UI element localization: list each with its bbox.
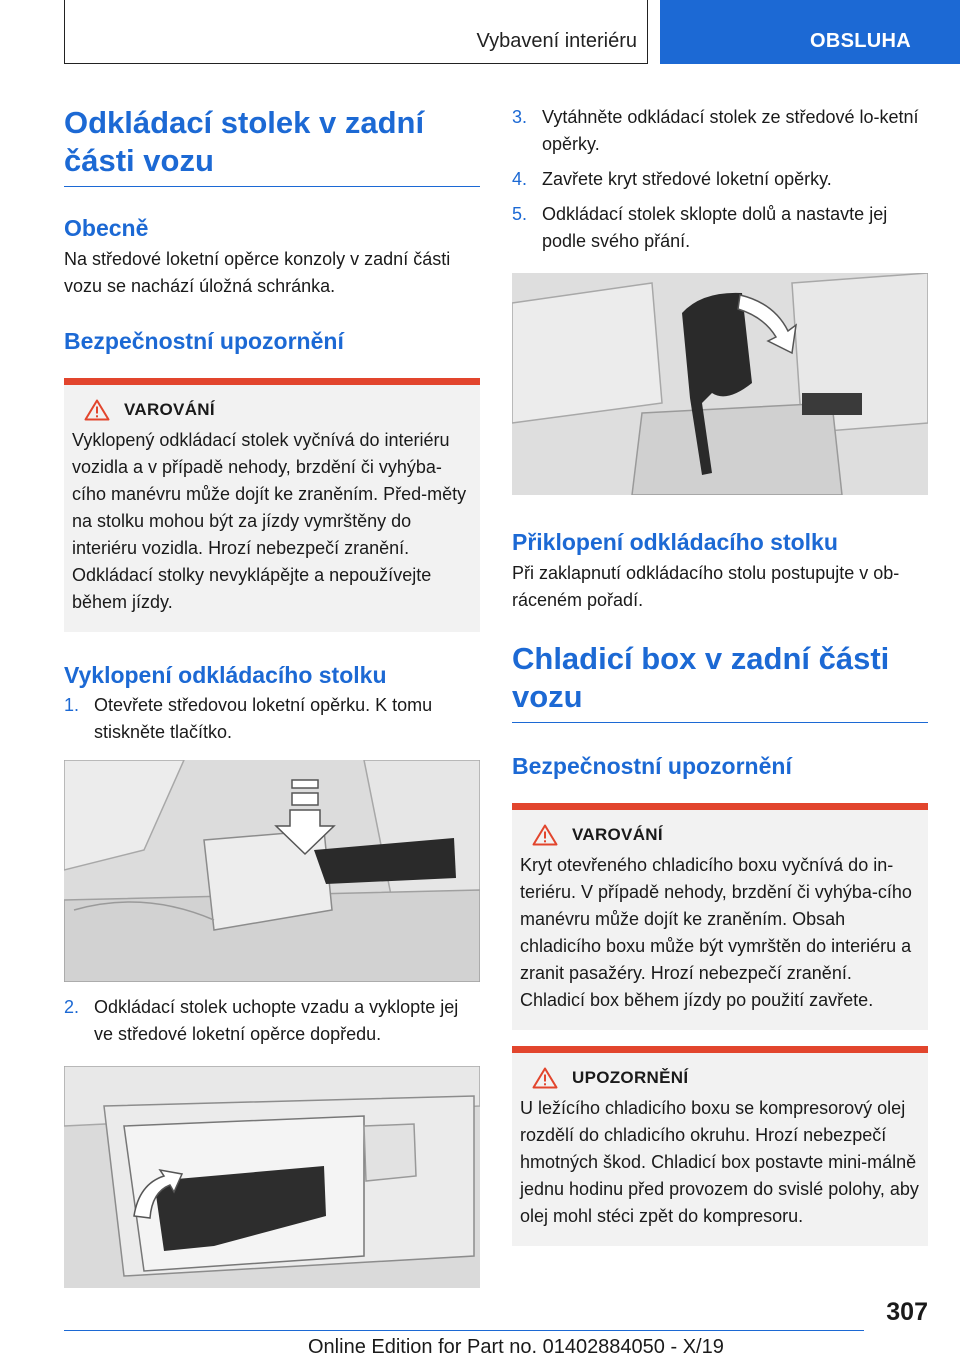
warning-box bbox=[64, 378, 480, 632]
cooler-safety-heading: Bezpečnostní upozornění bbox=[512, 753, 792, 779]
warning-box bbox=[512, 803, 928, 1030]
general-text: Na středové loketní opěrce konzoly v zadní části vozu se nachází úložná schránka. bbox=[64, 249, 451, 296]
cooler-title: Chladicí box v zadní části vozu bbox=[512, 640, 928, 723]
step-number: 5. bbox=[512, 204, 528, 224]
left-column bbox=[64, 104, 480, 1288]
step-item bbox=[64, 692, 480, 746]
safety-heading: Bezpečnostní upozornění bbox=[64, 328, 344, 354]
step-number: 2. bbox=[64, 997, 80, 1017]
warning-title: VAROVÁNÍ bbox=[124, 400, 215, 419]
footer-divider bbox=[64, 1330, 864, 1331]
unfold-heading: Vyklopení odkládacího stolku bbox=[64, 662, 387, 688]
caution-title: UPOZORNĚNÍ bbox=[572, 1068, 689, 1087]
header-section-title: Vybavení interiéru bbox=[476, 30, 637, 52]
armrest-button-illustration bbox=[64, 760, 480, 982]
table-unfold-illustration bbox=[64, 1066, 480, 1288]
fold-text: Při zaklapnutí odkládacího stolu postupujte v ob-ráceném pořadí. bbox=[512, 563, 900, 610]
warning-triangle-icon bbox=[84, 399, 110, 421]
step-text: Zavřete kryt středové loketní opěrky. bbox=[542, 169, 832, 189]
step-item bbox=[512, 104, 928, 158]
step-number: 3. bbox=[512, 107, 528, 127]
header-chapter-tab: OBSLUHA bbox=[660, 0, 960, 64]
general-heading: Obecně bbox=[64, 215, 149, 241]
table-fold-down-illustration bbox=[512, 273, 928, 495]
footer-edition: Online Edition for Part no. 01402884050 - X/19 bbox=[308, 1336, 724, 1358]
step-item bbox=[64, 994, 480, 1048]
step-text: Otevřete středovou loketní opěrku. K tomu stiskněte tlačítko. bbox=[94, 695, 433, 742]
step-item bbox=[512, 201, 928, 255]
step-number: 4. bbox=[512, 169, 528, 189]
right-column bbox=[512, 104, 928, 1246]
fold-heading: Přiklopení odkládacího stolku bbox=[512, 529, 838, 555]
warning-triangle-icon bbox=[532, 824, 558, 846]
step-text: Odkládací stolek sklopte dolů a nastavte jej podle svého přání. bbox=[542, 204, 888, 251]
caution-box bbox=[512, 1046, 928, 1246]
step-text: Vytáhněte odkládací stolek ze středové lo-ketní opěrky. bbox=[542, 107, 919, 154]
page-number: 307 bbox=[886, 1298, 928, 1326]
warning-text: Vyklopený odkládací stolek vyčnívá do interiéru vozidla a v případě nehody, brzdění či vyhýba-cího manévru může dojít ke zraněním. Před-měty na stolku mohou být za jízdy vymrštěny do interiéru vozidla. Hrozí nebezpečí zranění. Odkládací stolky nevyklápějte a nepoužívejte během jízdy. bbox=[72, 430, 467, 612]
page-title: Odkládací stolek v zadní části vozu bbox=[64, 104, 480, 187]
warning-triangle-icon bbox=[532, 1067, 558, 1089]
step-item bbox=[512, 166, 928, 193]
caution-text: U ležícího chladicího boxu se kompresorový olej rozdělí do chladicího okruhu. Hrozí nebezpečí hmotných škod. Chladicí box postavte mini-málně jednu hodinu před provozem do svislé polohy, aby olej mohl stéci zpět do kompresoru. bbox=[520, 1098, 919, 1226]
warning-text: Kryt otevřeného chladicího boxu vyčnívá do in-teriéru. V případě nehody, brzdění či vyhýba-cího manévru může dojít ke zraněním. Obsah chladicího boxu může být vymrštěn do interiéru a zranit pasažéry. Hrozí nebezpečí zranění. Chladicí box během jízdy po použití zavřete. bbox=[520, 855, 912, 1010]
step-number: 1. bbox=[64, 695, 80, 715]
step-text: Odkládací stolek uchopte vzadu a vyklopte jej ve středové loketní opěrce dopředu. bbox=[94, 997, 459, 1044]
header-section-box bbox=[64, 0, 648, 64]
warning-title: VAROVÁNÍ bbox=[572, 825, 663, 844]
